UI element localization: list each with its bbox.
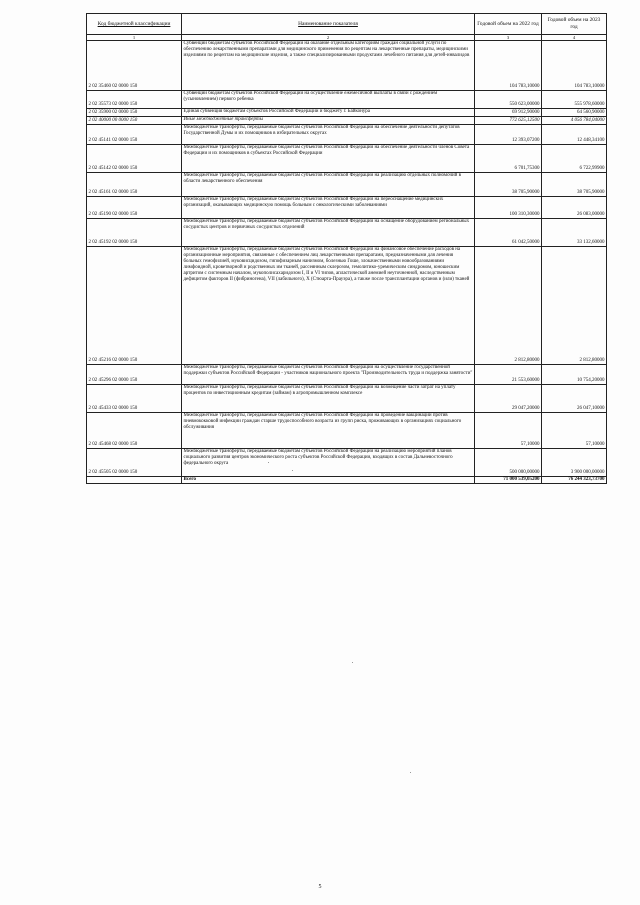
row-code: 2 02 45141 02 0000 150 (87, 125, 182, 145)
row-code: 2 02 45190 02 0000 150 (87, 197, 182, 219)
total-2022: 71 000 539,05200 (475, 477, 542, 484)
row-name: Межбюджетные трансферты, передаваемые бюджетам субъектов Российской Федерации на обеспечение деятельности депутатов Государственной Думы и их помощников в избирательных округах (182, 125, 475, 145)
row-name: Субвенции бюджетам субъектов Российской Федерации на оказание отдельным категориям граждан социальной услуги по обеспечению лекарственными препаратами для медицинского применения по рецептам на лекарственные препараты, медицинскими изделиями по рецептам на медицинские изделия, а также специализированными продуктами лечебного питания для детей-инвалидов (182, 41, 475, 91)
row-code: 2 02 40000 00 0000 150 (87, 117, 182, 125)
header-name: Наименование показателя (182, 14, 475, 35)
row-value-2022: 6 701,75300 (475, 145, 542, 173)
row-name: Межбюджетные трансферты, передаваемые бюджетам субъектов Российской Федерации на переоснащение медицинских организаций, оказывающих медицинскую помощь больным с онкологическими заболеваниями (182, 197, 475, 219)
row-value-2023: 104 783,10000 (542, 41, 607, 91)
row-code: 2 02 45296 02 0000 150 (87, 365, 182, 385)
budget-table (86, 13, 607, 484)
table-body (87, 41, 607, 477)
row-code: 2 02 45216 02 0000 150 (87, 247, 182, 365)
scan-speck (410, 772, 411, 773)
scan-speck (268, 462, 269, 463)
table-header-row (87, 14, 607, 35)
row-value-2023: 33 132,60000 (542, 219, 607, 247)
total-code-cell (87, 477, 182, 484)
table-row (87, 91, 607, 109)
row-code: 2 02 35573 02 0000 150 (87, 91, 182, 109)
row-code: 2 02 45192 02 0000 150 (87, 219, 182, 247)
table-row (87, 449, 607, 477)
table-row (87, 145, 607, 173)
row-value-2023: 555 978,60000 (542, 91, 607, 109)
total-label: Всего (182, 477, 475, 484)
table-row (87, 125, 607, 145)
row-name: Межбюджетные трансферты, передаваемые бюджетам субъектов Российской Федерации на осуществление государственной поддержки субъектов Российской Федерации - участников национального проекта "Производительность труда и поддержка занятости" (182, 365, 475, 385)
row-value-2022: 500 000,00000 (475, 449, 542, 477)
header-year-2023: Годовой объем на 2023 год (542, 14, 607, 35)
row-value-2023: 57,10000 (542, 413, 607, 449)
row-value-2022: 21 553,60000 (475, 365, 542, 385)
column-number: 3 (475, 35, 542, 41)
row-value-2023: 2 812,80000 (542, 247, 607, 365)
row-name: Межбюджетные трансферты, передаваемые бюджетам субъектов Российской Федерации на финансовое обеспечение расходов на организационные мероприятия, связанные с обеспечением лиц лекарственными препаратами, предназначенными для лечения больных гемофилией, муковисцидозом, гипофизарным нанизмом, болезнью Гоше, злокачественными новообразованиями лимфоидной, кроветворной и родственных им тканей, рассеянным склерозом, гемолитико-уремическим синдромом, юношеским артритом с системным началом, мукополисахаридозом I, II и VI типов, апластической анемией неуточненной, наследственным дефицитом факторов II (фибриногена), VII (лабильного), X (Стюарта-Прауэра), а также после трансплантации органов и (или) тканей (182, 247, 475, 365)
table-row (87, 117, 607, 125)
row-value-2022: 61 042,50000 (475, 219, 542, 247)
table-row (87, 109, 607, 117)
row-name: Межбюджетные трансферты, передаваемые бюджетам субъектов Российской Федерации на возмещение части затрат на уплату процентов по инвестиционным кредитам (займам) в агропромышленном комплексе (182, 385, 475, 413)
row-value-2023: 38 705,90000 (542, 173, 607, 197)
row-code: 2 02 35460 02 0000 150 (87, 41, 182, 91)
total-row (87, 477, 607, 484)
row-code: 2 02 45468 02 0000 150 (87, 413, 182, 449)
table-row (87, 197, 607, 219)
row-value-2022: 772 625,12500 (475, 117, 542, 125)
row-name: Межбюджетные трансферты, передаваемые бюджетам субъектов Российской Федерации на обеспечение деятельности членов Совета Федерации и их помощников в субъектах Российской Федерации (182, 145, 475, 173)
table-row (87, 247, 607, 365)
row-name: Единая субвенция бюджетам субъектов Российской Федерации и бюджету г. Байконура (182, 109, 475, 117)
table-row (87, 219, 607, 247)
scan-speck (352, 662, 353, 663)
row-value-2022: 29 047,20000 (475, 385, 542, 413)
row-value-2023: 10 754,20000 (542, 365, 607, 385)
row-code: 2 02 35900 02 0000 150 (87, 109, 182, 117)
table-row (87, 365, 607, 385)
row-name: Межбюджетные трансферты, передаваемые бюджетам субъектов Российской Федерации на реализацию мероприятий планов социального развития центров экономического роста субъектов Российской Федерации, входящих в состав Дальневосточного федерального округа (182, 449, 475, 477)
row-value-2023: 64 560,90000 (542, 109, 607, 117)
page-number: 5 (318, 884, 322, 890)
row-value-2022: 69 912,90000 (475, 109, 542, 117)
column-number: 2 (182, 35, 475, 41)
row-value-2023: 26 083,00000 (542, 197, 607, 219)
table-row (87, 385, 607, 413)
header-code: Код бюджетной классификации (87, 14, 182, 35)
row-value-2022: 100 310,30000 (475, 197, 542, 219)
row-value-2022: 550 623,00000 (475, 91, 542, 109)
row-name: Иные межбюджетные трансферты (182, 117, 475, 125)
row-name: Межбюджетные трансферты, передаваемые бюджетам субъектов Российской Федерации на проведение вакцинации против пневмококковой инфекции граждан старше трудоспособного возраста из групп риска, проживающих в организациях социального обслуживания (182, 413, 475, 449)
row-value-2022: 38 705,90000 (475, 173, 542, 197)
row-code: 2 02 45142 02 0000 150 (87, 145, 182, 173)
row-name: Субвенции бюджетам субъектов Российской Федерации на осуществление ежемесячной выплаты в связи с рождением (усыновлением) первого ребенка (182, 91, 475, 109)
header-year-2022: Годовой объем на 2022 год (475, 14, 542, 35)
row-value-2022: 57,10000 (475, 413, 542, 449)
table-row (87, 41, 607, 91)
scan-speck (292, 470, 293, 471)
row-code: 2 02 45433 02 0000 150 (87, 385, 182, 413)
row-value-2022: 12 393,07200 (475, 125, 542, 145)
row-name: Межбюджетные трансферты, передаваемые бюджетам субъектов Российской Федерации на оснащение оборудованием региональных сосудистых центров и первичных сосудистых отделений (182, 219, 475, 247)
row-value-2022: 104 783,10000 (475, 41, 542, 91)
row-code: 2 02 45161 02 0000 150 (87, 173, 182, 197)
row-value-2023: 3 900 000,00000 (542, 449, 607, 477)
table-row (87, 413, 607, 449)
row-value-2023: 4 056 784,04000 (542, 117, 607, 125)
row-value-2023: 6 722,99900 (542, 145, 607, 173)
column-number: 1 (87, 35, 182, 41)
total-2023: 76 244 323,73700 (542, 477, 607, 484)
row-value-2023: 12 448,34100 (542, 125, 607, 145)
row-name: Межбюджетные трансферты, передаваемые бюджетам субъектов Российской Федерации на реализацию отдельных полномочий в области лекарственного обеспечения (182, 173, 475, 197)
column-number: 4 (542, 35, 607, 41)
row-value-2023: 26 047,10000 (542, 385, 607, 413)
row-value-2022: 2 812,80000 (475, 247, 542, 365)
row-code: 2 02 45505 02 0000 150 (87, 449, 182, 477)
table-row (87, 173, 607, 197)
